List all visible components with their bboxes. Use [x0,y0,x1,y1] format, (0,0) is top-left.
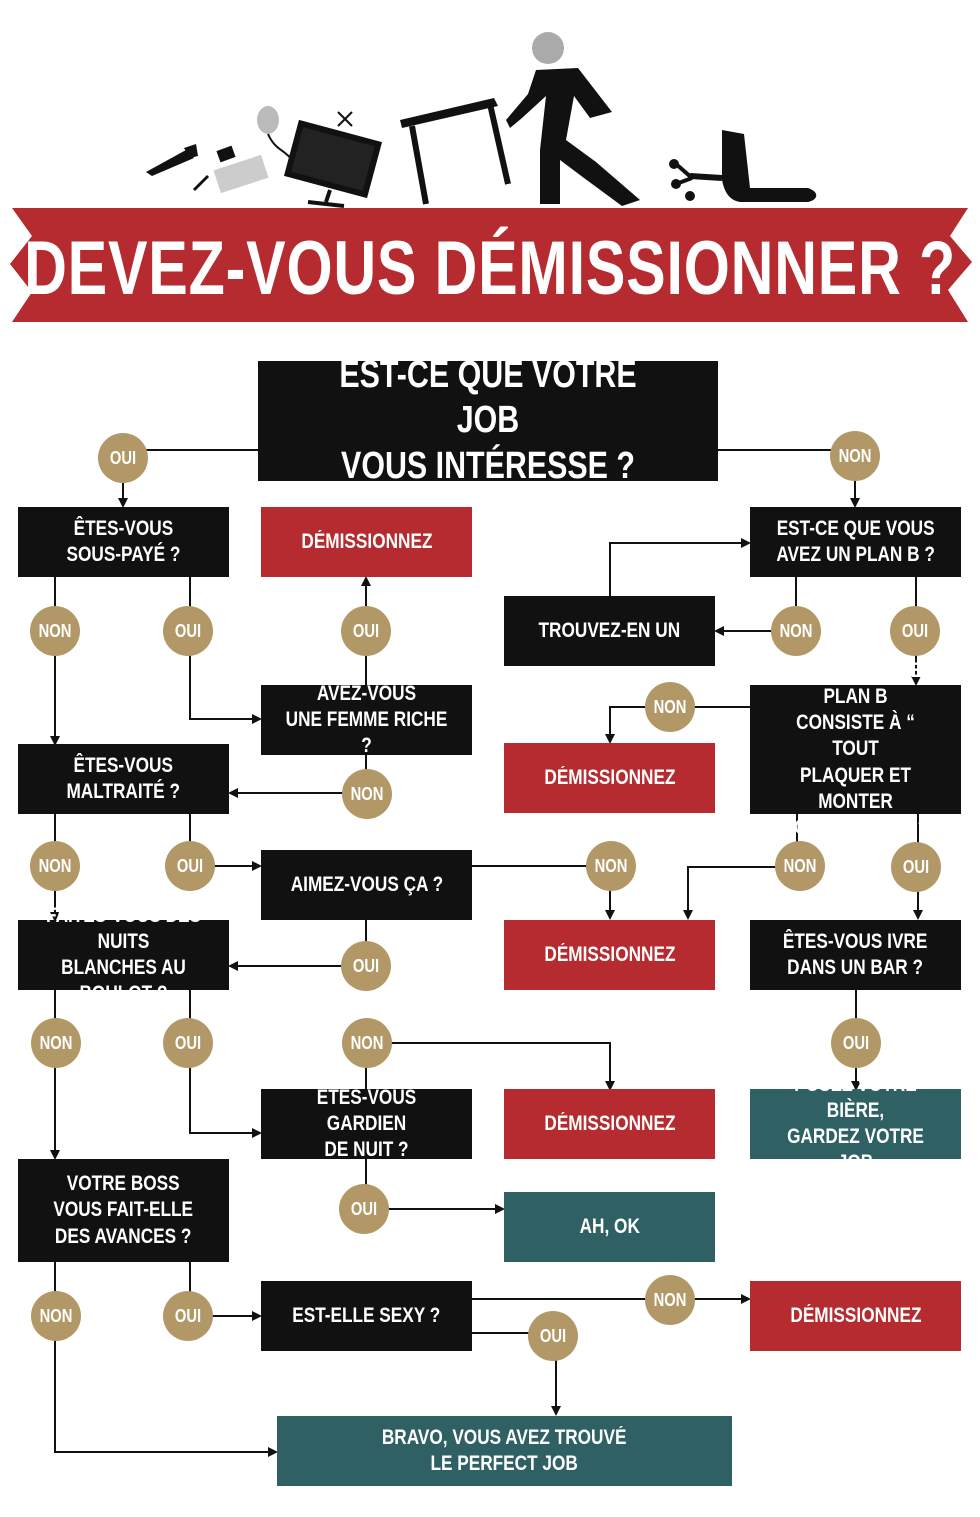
answer-yes-badge: OUI [98,433,148,483]
answer-yes-badge: OUI [165,841,215,891]
office-chair-icon [669,130,816,202]
question-drunk-in-bar: ÊTES-VOUS IVRE DANS UN BAR ? [750,920,961,990]
answer-yes-badge: OUI [341,941,391,991]
question-boss-advances: VOTRE BOSS VOUS FAIT-ELLE DES AVANCES ? [18,1159,229,1262]
result-ah-ok: AH, OK [504,1192,715,1262]
result-perfect-job: BRAVO, VOUS AVEZ TROUVÉ LE PERFECT JOB [277,1416,732,1486]
answer-yes-badge: OUI [831,1018,881,1068]
result-quit-3: DÉMISSIONNEZ [504,920,715,990]
answer-no-badge: NON [342,1018,392,1068]
question-is-she-sexy: EST-ELLE SEXY ? [261,1281,472,1351]
scissors-icon [338,112,352,126]
desk-icon [400,98,508,204]
mouse-icon [257,106,292,160]
result-quit-2: DÉMISSIONNEZ [504,743,715,813]
answer-no-badge: NON [342,769,392,819]
question-rich-wife: AVEZ-VOUS UNE FEMME RICHE ? [261,685,472,755]
question-plan-b: EST-CE QUE VOUS AVEZ UN PLAN B ? [750,507,961,577]
answer-yes-badge: OUI [339,1184,389,1234]
answer-yes-badge: OUI [891,842,941,892]
answer-no-badge: NON [830,431,880,481]
result-quit-1: DÉMISSIONNEZ [261,507,472,577]
question-plan-b-quit: EST-CE QUE CE PLAN B CONSISTE À “ TOUT PLAQUER ET MONTER VOTRE BOITE ” ? [750,685,961,814]
question-night-guard: ÊTES-VOUS GARDIEN DE NUIT ? [261,1089,472,1159]
answer-yes-badge: OUI [163,1291,213,1341]
answer-no-badge: NON [30,606,80,656]
answer-yes-badge: OUI [890,606,940,656]
answer-no-badge: NON [31,1291,81,1341]
answer-no-badge: NON [771,606,821,656]
tie-icon [146,144,198,176]
answer-no-badge: NON [645,1275,695,1325]
question-sleepless-nights: FAITES-VOUS DES NUITS BLANCHES AU BOULOT ? [18,920,229,990]
pen-icon [194,176,208,190]
result-quit-5: DÉMISSIONNEZ [750,1281,961,1351]
answer-yes-badge: OUI [163,1018,213,1068]
page-title: DEVEZ-VOUS DÉMISSIONNER ? [24,225,956,311]
answer-yes-badge: OUI [528,1311,578,1361]
action-find-one: TROUVEZ-EN UN [504,596,715,666]
question-job-interest: EST-CE QUE VOTRE JOB VOUS INTÉRESSE ? [258,361,718,481]
question-like-it: AIMEZ-VOUS ÇA ? [261,850,472,920]
answer-yes-badge: OUI [341,606,391,656]
phone-icon [216,146,235,163]
answer-no-badge: NON [31,1018,81,1068]
answer-no-badge: NON [586,841,636,891]
monitor-icon [284,120,382,206]
result-quit-4: DÉMISSIONNEZ [504,1089,715,1159]
result-put-down-beer: POSEZ VOTRE BIÈRE, GARDEZ VOTRE JOB [750,1089,961,1159]
answer-yes-badge: OUI [163,606,213,656]
answer-no-badge: NON [775,841,825,891]
person-icon [506,32,640,206]
answer-no-badge: NON [30,841,80,891]
question-mistreated: ÊTES-VOUS MALTRAITÉ ? [18,744,229,814]
question-underpaid: ÊTES-VOUS SOUS-PAYÉ ? [18,507,229,577]
answer-no-badge: NON [645,682,695,732]
